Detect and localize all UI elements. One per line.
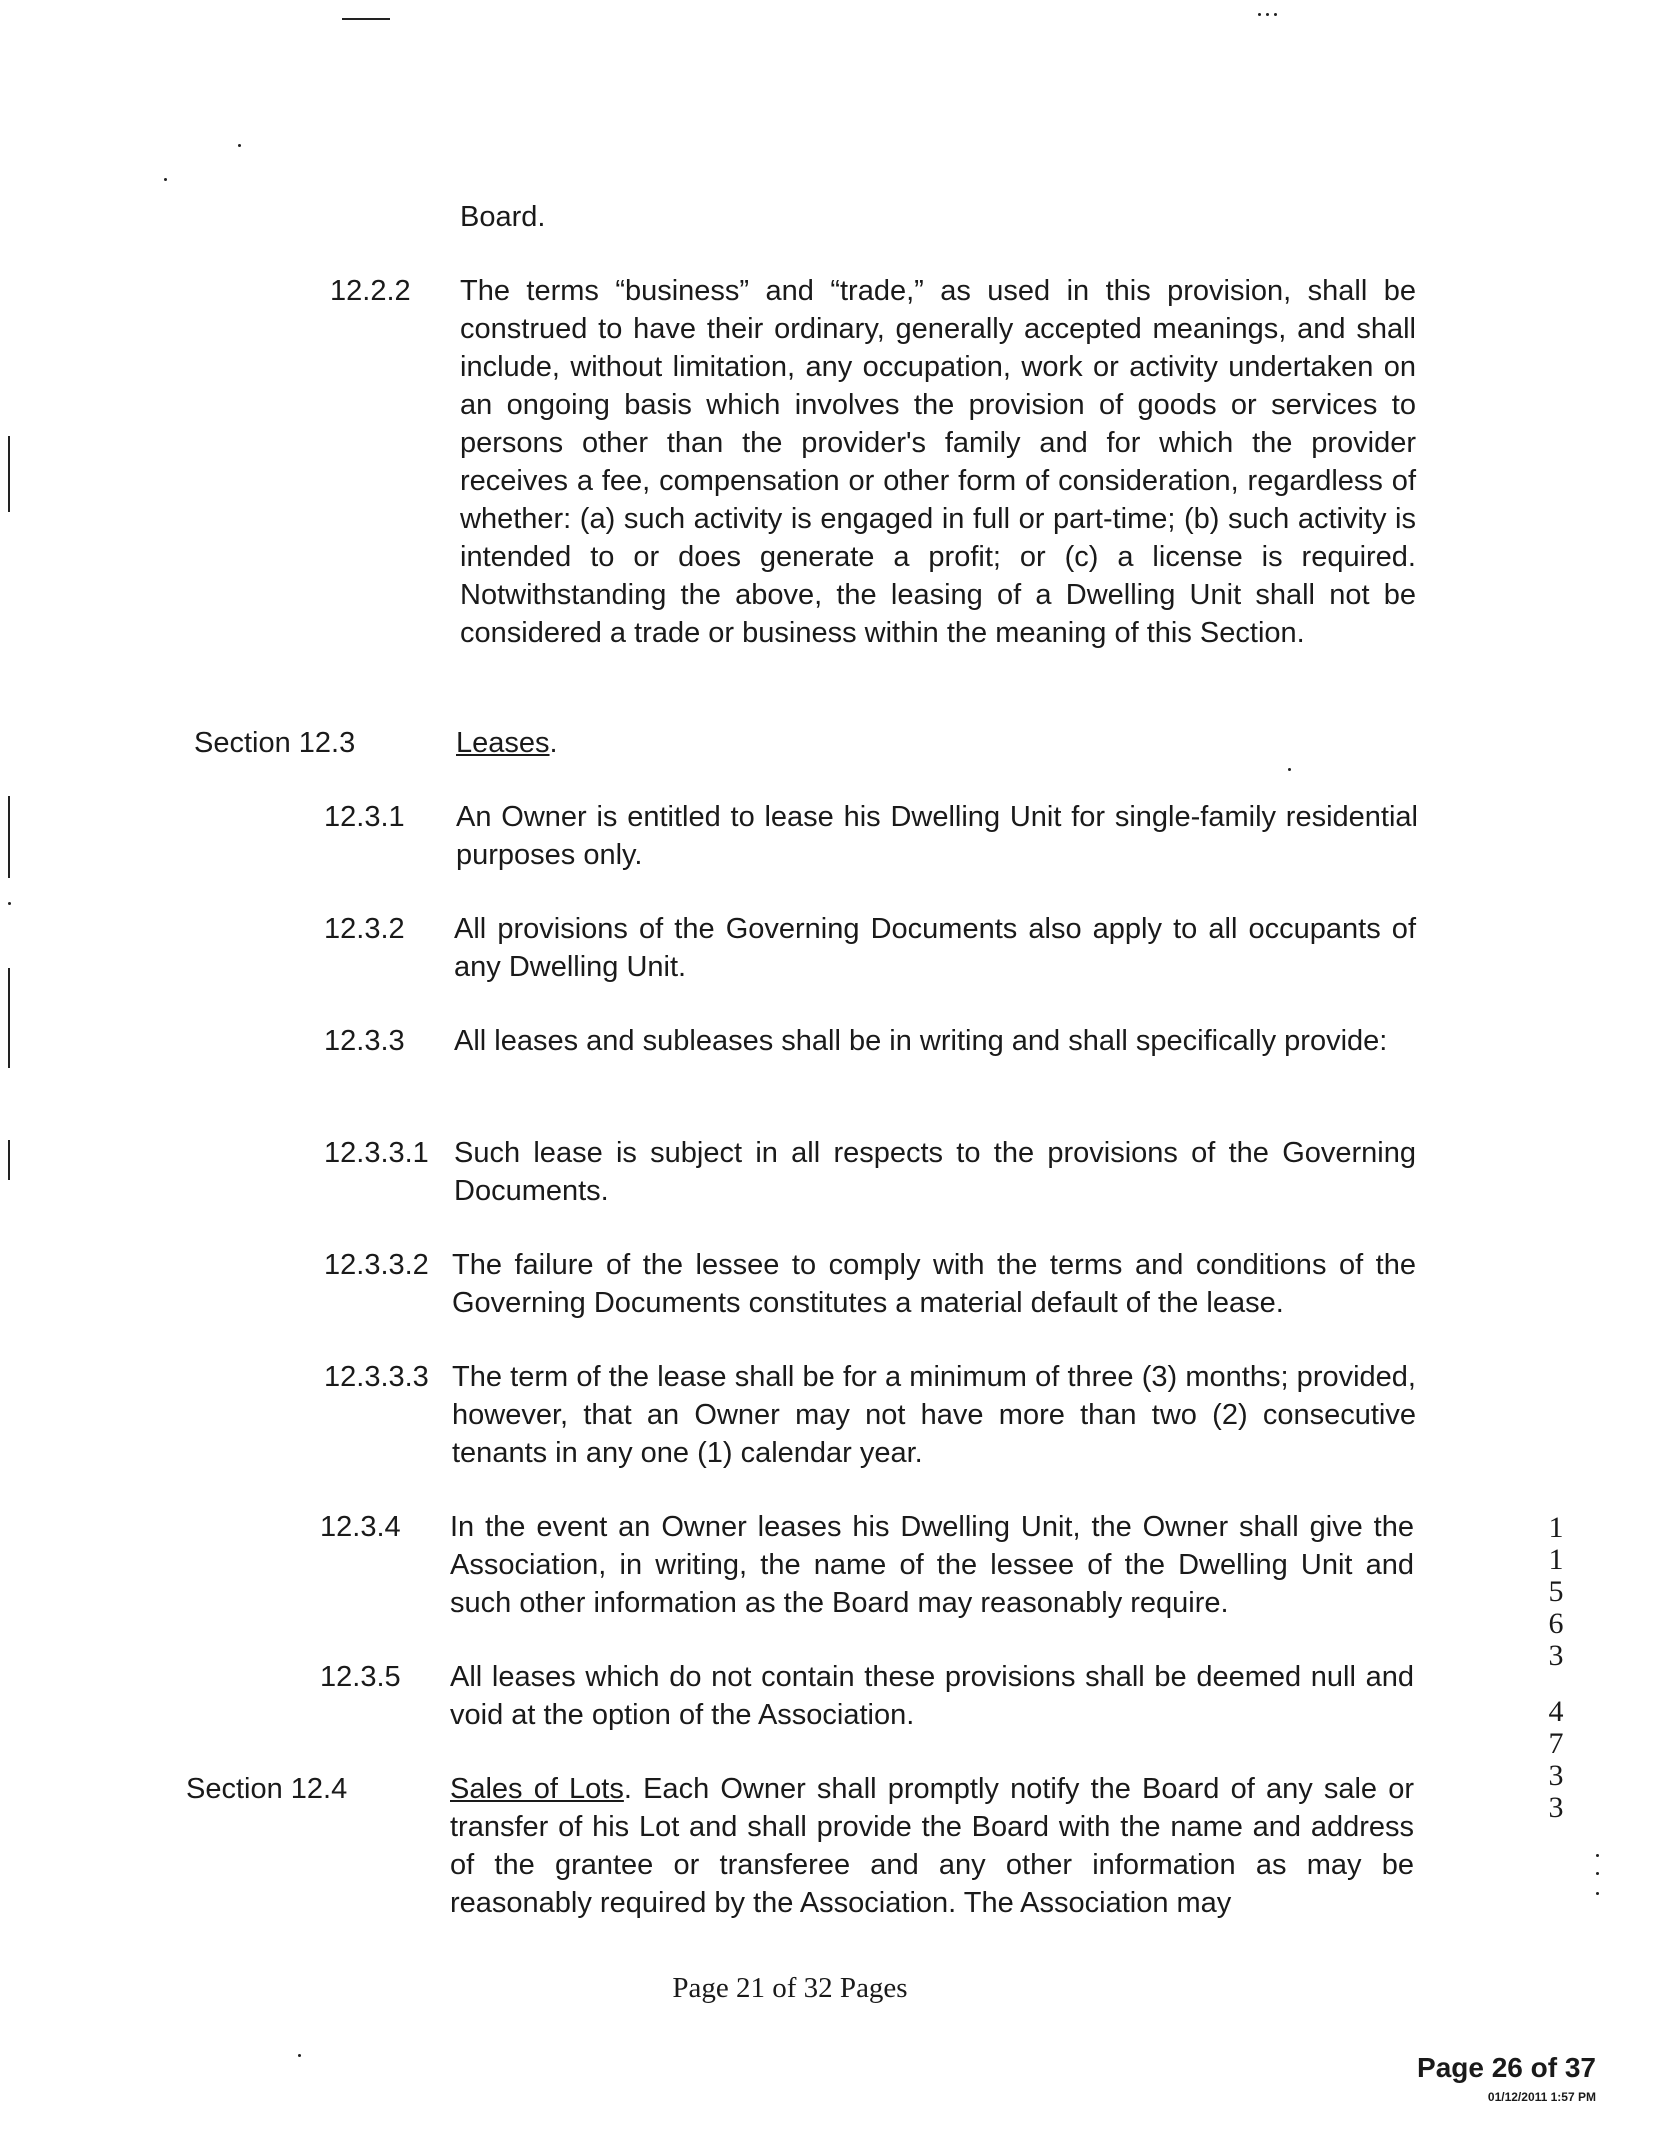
item-text-12-3-3: All leases and subleases shall be in writing and shall specifically provide: [454,1025,1388,1057]
scan-dot [1596,1854,1599,1857]
item-number-12-3-3-1: 12.3.3.1 [324,1137,429,1169]
scan-margin-line [8,436,10,512]
item-text-12-3-1: An Owner is entitled to lease his Dwelling Unit for single-family residential purposes only. [456,801,1418,871]
recording-digit: 1 [1548,1543,1564,1576]
scan-dot [238,144,241,147]
recording-digit: 6 [1548,1607,1564,1640]
recorder-page-stamp: Page 26 of 37 [1417,2052,1596,2083]
item-number-12-3-5: 12.3.5 [320,1661,401,1693]
scan-dot [8,902,11,905]
scan-dash-mark [342,18,390,20]
recording-digit: 1 [1548,1511,1564,1544]
item-text-12-3-4: In the event an Owner leases his Dwelling Unit, the Owner shall give the Association, in writing, the name of the lessee of the Dwelling Unit and such other information as the Board may reasonably require. [450,1511,1414,1619]
scan-dot [1288,768,1291,771]
scan-dot [1258,13,1261,16]
recording-number-vertical [1538,1512,1574,1824]
item-text-12-2-2: The terms “business” and “trade,” as used in this provision, shall be construed to have their ordinary, generally accepted meanings, and shall include, without limitation, any occupation, work or activity undertaken on an ongoing basis which involves the provision of goods or services to persons other than the provider's family and for which the provider receives a fee, compensation or other form of consideration, regardless of whether: (a) such activity is engaged in full or part-time; (b) such activity is intended to or does generate a profit; or (c) a license is required. Notwithstanding the above, the leasing of a Dwelling Unit shall not be considered a trade or business within the meaning of this Section. [460,275,1416,649]
page-footer: Page 21 of 32 Pages [672,1972,908,2004]
item-number-12-3-1: 12.3.1 [324,801,405,833]
scan-dot [1274,13,1277,16]
scan-dot [298,2054,301,2057]
item-text-12-3-3-3: The term of the lease shall be for a minimum of three (3) months; provided, however, that an Owner may not have more than two (2) consecutive tenants in any one (1) calendar year. [452,1361,1416,1469]
section-heading-sales-of-lots: Sales of Lots [450,1773,624,1805]
scan-margin-line [8,796,10,878]
recording-digit: 3 [1548,1759,1564,1792]
recorder-datetime-stamp: 01/12/2011 1:57 PM [1487,2090,1596,2104]
section-heading-text: Leases [456,727,550,759]
scan-margin-line [8,968,10,1068]
recording-digit: 5 [1548,1575,1564,1608]
item-number-12-3-3-2: 12.3.3.2 [324,1249,429,1281]
item-number-12-3-3-3: 12.3.3.3 [324,1361,429,1393]
item-text-12-3-3-2: The failure of the lessee to comply with the terms and conditions of the Governing Documents constitutes a material default of the lease. [452,1249,1416,1319]
item-number-12-3-2: 12.3.2 [324,913,405,945]
board-continuation: Board. [460,201,546,233]
section-heading-12-3 [456,724,558,762]
item-number-12-3-4: 12.3.4 [320,1511,401,1543]
section-heading-suffix: . [549,727,558,759]
digit-gap [1538,1672,1574,1696]
recording-digit: 3 [1548,1791,1564,1824]
item-text-12-3-3-1: Such lease is subject in all respects to the provisions of the Governing Documents. [454,1137,1416,1207]
recording-digit: 3 [1548,1639,1564,1672]
section-body-12-4: . Each Owner shall promptly notify the Board of any sale or transfer of his Lot and shall provide the Board with the name and address of the grantee or transferee and any other information as may be reasonably required by the Association. The Association may [450,1773,1415,1919]
section-number-12-4: Section 12.4 [186,1773,348,1805]
scan-dot [1596,1892,1599,1895]
recording-digit: 7 [1548,1727,1564,1760]
item-text-12-3-5: All leases which do not contain these provisions shall be deemed null and void at the option of the Association. [450,1661,1414,1731]
scan-dot [1266,13,1269,16]
scan-dot [1596,1872,1599,1875]
scan-dot [164,178,167,181]
item-text-12-4 [450,1770,1414,1922]
recording-digit: 4 [1548,1695,1564,1728]
item-text-12-3-2: All provisions of the Governing Documents also apply to all occupants of any Dwelling Unit. [454,913,1416,983]
scan-margin-line [8,1140,10,1180]
item-number-12-3-3: 12.3.3 [324,1025,405,1057]
item-number-12-2-2: 12.2.2 [330,275,411,307]
section-number-12-3: Section 12.3 [194,727,356,759]
